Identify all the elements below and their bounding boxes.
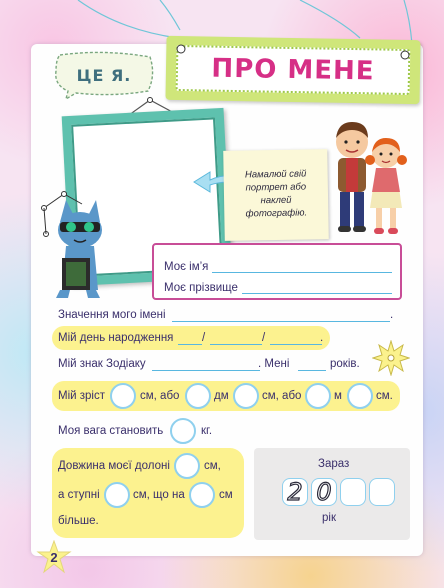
name-meaning-label: Значення мого імені — [58, 309, 166, 321]
page-number: 2 — [50, 549, 58, 565]
height-dm-input[interactable] — [185, 383, 211, 409]
height-dm-cm-input[interactable] — [233, 383, 259, 409]
name-box — [152, 243, 402, 300]
zodiac-field[interactable] — [152, 370, 260, 371]
year-digit-3[interactable] — [340, 478, 366, 506]
instruction-text: Намалюй свій портрет або наклей фотографію. — [244, 168, 308, 220]
cat-illustration — [38, 186, 118, 304]
birthday-year-field[interactable] — [270, 344, 322, 345]
height-m-input[interactable] — [305, 383, 331, 409]
bubble-label: ЦЕ Я. — [76, 65, 132, 85]
zodiac-label: Мій знак Зодіаку — [58, 358, 146, 370]
first-name-label: Моє ім’я — [164, 261, 209, 273]
palm-label: Довжина моєї долоні — [58, 460, 170, 472]
year-label: Зараз — [318, 458, 350, 470]
title-banner — [165, 36, 420, 104]
weight-label: Моя вага становить — [58, 425, 164, 437]
year-digit-1[interactable]: 2 — [282, 478, 308, 506]
birthday-day-field[interactable] — [178, 344, 202, 345]
height-m-cm-input[interactable] — [347, 383, 373, 409]
weight-input[interactable] — [170, 418, 196, 444]
pin-icon — [400, 50, 410, 60]
year-digit-2[interactable]: 0 — [311, 478, 337, 506]
year-suffix: рік — [322, 512, 336, 524]
birthday-month-field[interactable] — [210, 344, 262, 345]
birthday-label: Мій день народження — [58, 332, 174, 344]
page-title: ПРО МЕНЕ — [211, 53, 375, 87]
year-digit-4[interactable] — [369, 478, 395, 506]
last-name-label: Моє прізвище — [164, 282, 238, 294]
last-name-field[interactable] — [242, 282, 392, 294]
palm-input[interactable] — [174, 453, 200, 479]
first-name-field[interactable] — [212, 261, 392, 273]
starburst-icon — [372, 340, 410, 376]
age-suffix: років. — [330, 358, 360, 370]
foot-label: а ступні — [58, 489, 100, 501]
height-cm-input[interactable] — [110, 383, 136, 409]
pin-icon — [176, 44, 186, 54]
kids-illustration — [312, 112, 412, 242]
age-prefix: . Мені — [258, 358, 290, 370]
foot-input[interactable] — [104, 482, 130, 508]
height-label: Мій зріст — [58, 390, 105, 402]
difference-input[interactable] — [189, 482, 215, 508]
age-field[interactable] — [298, 370, 326, 371]
name-meaning-field[interactable] — [172, 321, 390, 322]
